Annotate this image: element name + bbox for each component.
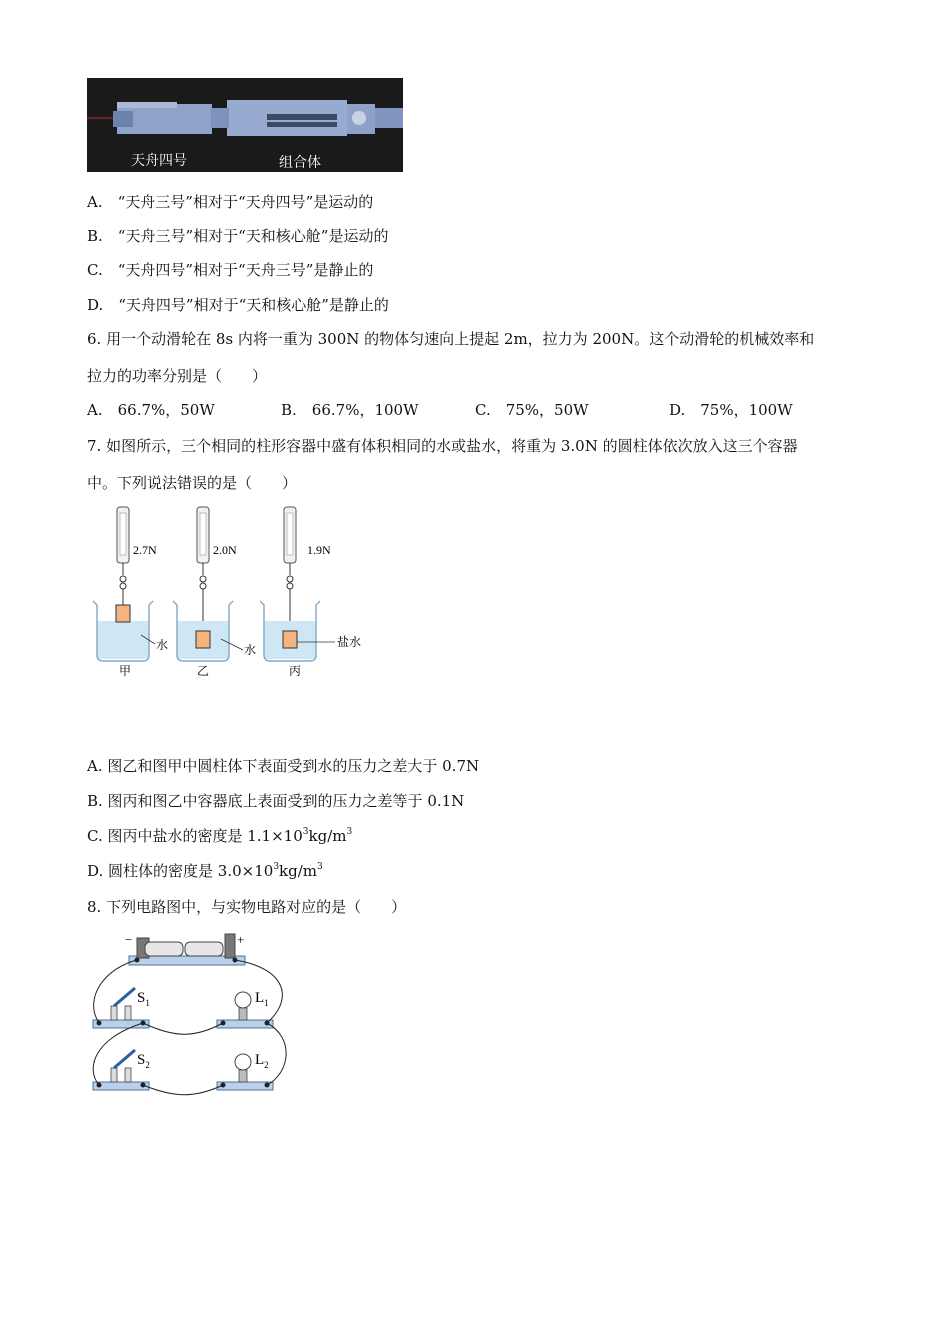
photo-label-combined: 组合体 xyxy=(279,155,321,171)
q5-option-c: C. “天舟四号”相对于“天舟三号”是静止的 xyxy=(87,261,374,279)
liquid-label-jia: 水 xyxy=(156,638,169,652)
reading-jia: 2.7N xyxy=(133,543,157,557)
liquid-label-yi: 水 xyxy=(244,643,257,657)
spring-scale-yi xyxy=(197,507,209,631)
battery-minus-label: − xyxy=(125,932,133,947)
beaker-label-yi: 乙 xyxy=(197,664,210,678)
photo-label-tianzhou4: 天舟四号 xyxy=(131,153,187,169)
q6-option-d: D. 75%，100W xyxy=(669,401,793,419)
q7-option-c: C. 图丙中盐水的密度是 $1.1\times 10^3kg/m^3$ xyxy=(87,827,353,845)
q7-option-a: A. 图乙和图甲中圆柱体下表面受到水的压力之差大于 0.7N xyxy=(87,757,480,775)
q7-option-d: D. 圆柱体的密度是 $3.0\times 10^3kg/m^3$ xyxy=(87,862,323,880)
spacecraft-photo xyxy=(87,78,403,172)
q5-option-d: D. “天舟四号”相对于“天和核心舱”是静止的 xyxy=(87,296,389,314)
q6-stem-line2: 拉力的功率分别是（ ） xyxy=(87,367,268,385)
q7-stem-line1: 7. 如图所示，三个相同的柱形容器中盛有体积相同的水或盐水，将重为 3.0N 的圆柱体依次放入这三个容器 xyxy=(87,437,798,455)
lamp-l1-label: $L_1$ xyxy=(255,990,269,1008)
reading-bing: 1.9N xyxy=(307,543,331,557)
beaker-jia xyxy=(93,601,153,661)
beaker-figure xyxy=(87,505,387,685)
liquid-label-bing: 盐水 xyxy=(337,635,362,649)
q8-stem: 8. 下列电路图中，与实物电路对应的是（ ） xyxy=(87,898,407,916)
q6-option-a: A. 66.7%，50W xyxy=(87,401,215,419)
reading-yi: 2.0N xyxy=(213,543,237,557)
q5-option-b: B. “天舟三号”相对于“天和核心舱”是运动的 xyxy=(87,227,389,245)
beaker-label-jia: 甲 xyxy=(119,664,132,678)
battery-holder xyxy=(129,934,245,965)
switch-s2-label: $S_2$ xyxy=(137,1052,150,1070)
q5-option-a: A. “天舟三号”相对于“天舟四号”是运动的 xyxy=(87,193,374,211)
q6-option-b: B. 66.7%，100W xyxy=(281,401,419,419)
battery-plus-label: + xyxy=(237,932,245,947)
spring-scale-jia xyxy=(117,507,129,605)
lamp-l2-label: $L_2$ xyxy=(255,1052,269,1070)
beaker-label-bing: 丙 xyxy=(289,664,302,678)
q6-option-c: C. 75%，50W xyxy=(475,401,589,419)
switch-s1-label: $S_1$ xyxy=(137,990,150,1008)
q6-stem-line1: 6. 用一个动滑轮在 8s 内将一重为 300N 的物体匀速向上提起 2m，拉力为 200N。这个动滑轮的机械效率和 xyxy=(87,330,815,348)
spring-scale-bing xyxy=(284,507,296,631)
q7-option-b: B. 图丙和图乙中容器底上表面受到的压力之差等于 0.1N xyxy=(87,792,465,810)
q7-stem-line2: 中。下列说法错误的是（ ） xyxy=(87,474,298,492)
circuit-figure xyxy=(85,928,305,1098)
